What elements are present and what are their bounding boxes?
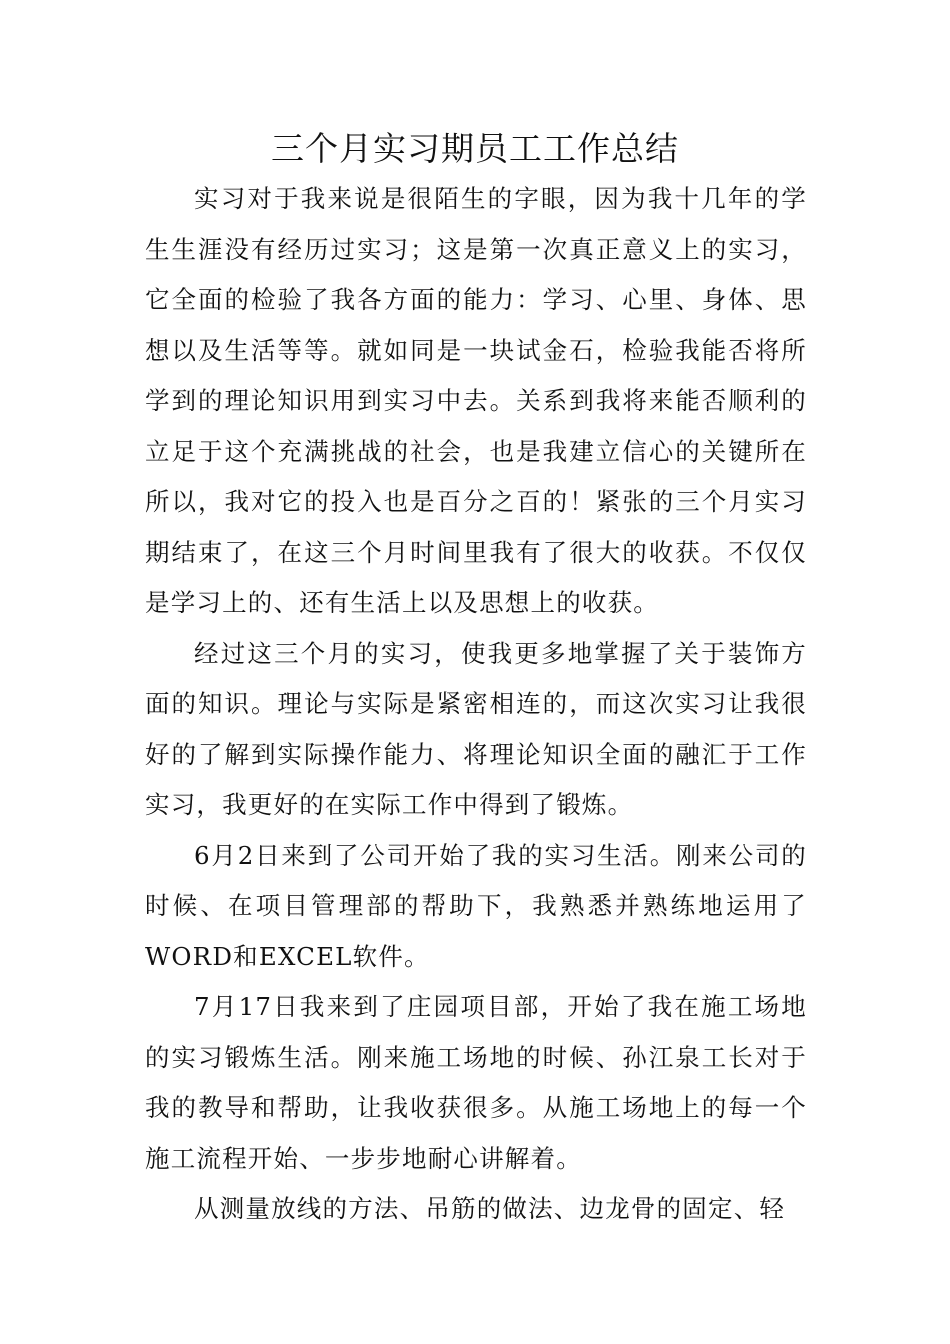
- paragraph-1: 实习对于我来说是很陌生的字眼，因为我十几年的学生生涯没有经历过实习；这是第一次真正意义上的实习，它全面的检验了我各方面的能力：学习、心里、身体、思想以及生活等等。就如同是一块试金石，检验我能否将所学到的理论知识用到实习中去。关系到我将来能否顺利的立足于这个充满挑战的社会，也是我建立信心的关键所在所以，我对它的投入也是百分之百的！紧张的三个月实习期结束了，在这三个月时间里我有了很大的收获。不仅仅是学习上的、还有生活上以及思想上的收获。: [145, 184, 807, 617]
- paragraph-2: 经过这三个月的实习，使我更多地掌握了关于装饰方面的知识。理论与实际是紧密相连的，而这次实习让我很好的了解到实际操作能力、将理论知识全面的融汇于工作实习，我更好的在实际工作中得到了锻炼。: [145, 638, 807, 819]
- paragraph-4: 7月17日我来到了庄园项目部，开始了我在施工场地的实习锻炼生活。刚来施工场地的时候、孙江泉工长对于我的教导和帮助，让我收获很多。从施工场地上的每一个施工流程开始、一步步地耐心讲解着。: [145, 992, 807, 1173]
- paragraph-3: 6月2日来到了公司开始了我的实习生活。刚来公司的时候、在项目管理部的帮助下，我熟悉并熟练地运用了WORD和EXCEL软件。: [145, 840, 807, 971]
- document-body: [145, 174, 807, 1235]
- paragraph-5: 从测量放线的方法、吊筋的做法、边龙骨的固定、轻: [194, 1194, 786, 1223]
- document-title: 三个月实习期员工工作总结: [271, 129, 679, 168]
